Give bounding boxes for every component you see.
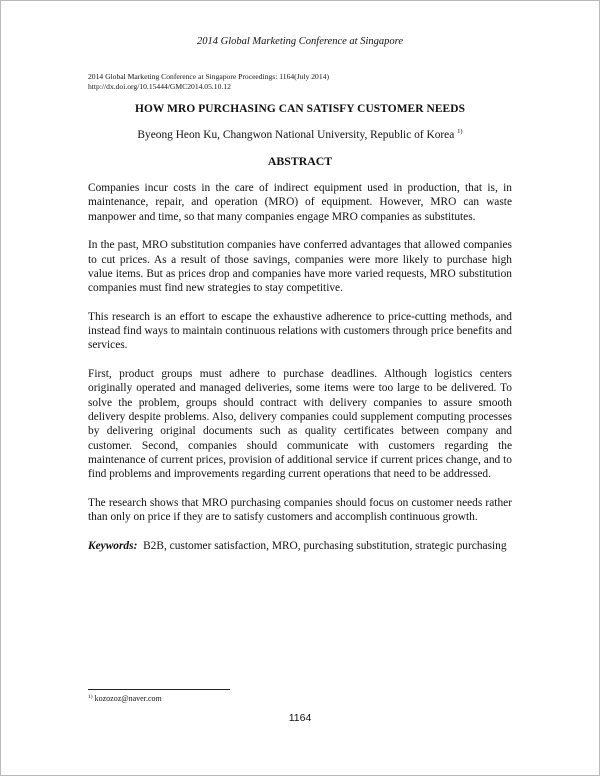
abstract-paragraph: The research shows that MRO purchasing companies should focus on customer needs rather than only on price if they are to satisfy customers and accomplish continuous growth. xyxy=(88,496,512,524)
author-line xyxy=(0,128,600,141)
doi-link[interactable]: http://dx.doi.org/10.15444/GMC2014.05.10.12 xyxy=(88,82,231,91)
abstract-paragraph: First, product groups must adhere to purchase deadlines. Although logistics centers originally operated and managed deliveries, some items were too large to be delivered. To solve the problem, groups should contract with delivery companies to assure smooth delivery despite problems. Also, delivery companies could supplement computing processes by delivering original documents such as quality certificates between company and customer. Second, companies should communicate with customers regarding the maintenance of current prices, provision of additional service if current prices change, and to find problems and improvements regarding current operations that need to be addressed. xyxy=(88,368,512,481)
footnote-email: kozozoz@naver.com xyxy=(94,694,162,703)
abstract-body xyxy=(88,181,512,567)
page-number: 1164 xyxy=(288,712,312,724)
footnote-divider xyxy=(88,689,230,690)
abstract-paragraph: In the past, MRO substitution companies have conferred advantages that allowed companies to cut prices. As a result of those savings, companies were more likely to purchase high value items. But as prices drop and companies have more varied requests, MRO substitution companies must find new strategies to stay competitive. xyxy=(88,239,512,295)
footnote-mark: 1) xyxy=(88,694,93,700)
author-name: Byeong Heon Ku, Changwon National University, Republic of Korea xyxy=(137,129,455,141)
keywords-label: Keywords: xyxy=(88,539,138,552)
abstract-paragraph: This research is an effort to escape the exhaustive adherence to price-cutting methods, and instead find ways to maintain continuous relations with customers through price benefits and services. xyxy=(88,310,512,352)
proceedings-citation: 2014 Global Marketing Conference at Singapore Proceedings: 1164(July 2014) xyxy=(88,72,329,81)
author-footnote-mark: 1) xyxy=(457,128,463,135)
citation-block xyxy=(88,72,329,92)
abstract-heading: ABSTRACT xyxy=(267,154,333,168)
keywords-list: B2B, customer satisfaction, MRO, purchasing substitution, strategic purchasing xyxy=(143,539,507,552)
running-header: 2014 Global Marketing Conference at Singapore xyxy=(197,36,403,47)
footnote xyxy=(88,694,162,703)
abstract-paragraph: Companies incur costs in the care of indirect equipment used in production, that is, in maintenance, repair, and operation (MRO) of equipment. However, MRO can waste manpower and time, so that many companies engage MRO companies as substitutes. xyxy=(88,182,512,223)
paper-title: HOW MRO PURCHASING CAN SATISFY CUSTOMER NEEDS xyxy=(134,103,465,115)
keywords-line xyxy=(88,539,512,553)
